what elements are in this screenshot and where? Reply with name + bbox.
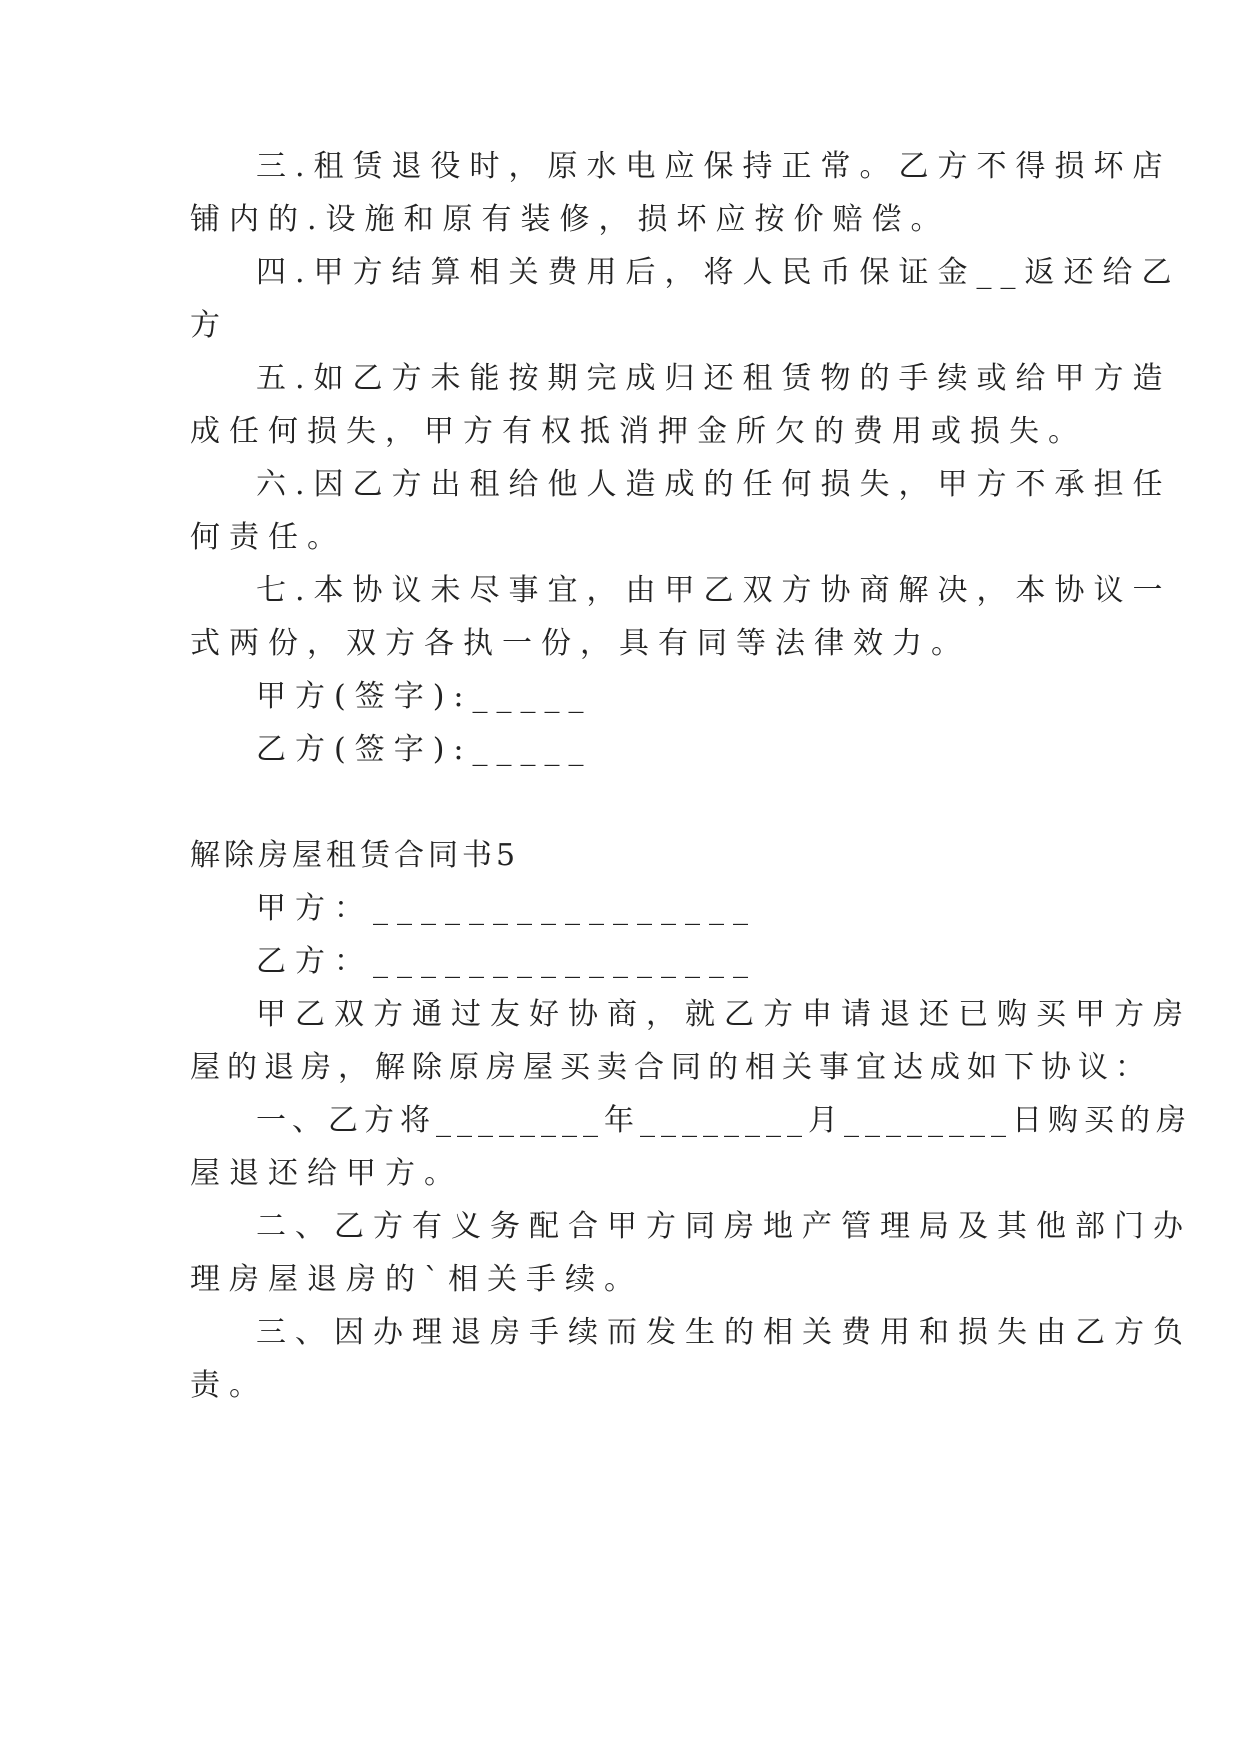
term-one-line-2: 屋退还给甲方。 — [190, 1156, 463, 1191]
term-three-line-2: 责。 — [190, 1368, 268, 1403]
party-a-signature: 甲方(签字):_____ — [256, 679, 593, 714]
preamble-line-1: 甲乙双方通过友好协商，就乙方申请退还已购买甲方房 — [256, 997, 1192, 1032]
section-title: 解除房屋租赁合同书5 — [190, 838, 520, 873]
term-two-line-1: 二、乙方有义务配合甲方同房地产管理局及其他部门办 — [256, 1209, 1192, 1244]
clause-three-line-1: 三.租赁退役时，原水电应保持正常。乙方不得损坏店 — [256, 149, 1172, 184]
clause-seven-line-2: 式两份，双方各执一份，具有同等法律效力。 — [190, 626, 970, 661]
term-three-line-1: 三、因办理退房手续而发生的相关费用和损失由乙方负 — [256, 1315, 1192, 1350]
clause-four-line-2: 方 — [190, 308, 229, 343]
party-b-line: 乙方：________________ — [256, 944, 757, 979]
clause-six-line-1: 六.因乙方出租给他人造成的任何损失，甲方不承担任 — [256, 467, 1172, 502]
clause-five-line-2: 成任何损失，甲方有权抵消押金所欠的费用或损失。 — [190, 414, 1087, 449]
clause-four-line-1: 四.甲方结算相关费用后，将人民币保证金__返还给乙 — [256, 255, 1181, 290]
preamble-line-2: 屋的退房，解除原房屋买卖合同的相关事宜达成如下协议： — [190, 1050, 1152, 1085]
clause-seven-line-1: 七.本协议未尽事宜，由甲乙双方协商解决，本协议一 — [256, 573, 1172, 608]
term-one-line-1: 一、乙方将________年________月________日购买的房 — [256, 1103, 1192, 1138]
clause-five-line-1: 五.如乙方未能按期完成归还租赁物的手续或给甲方造 — [256, 361, 1172, 396]
clause-three-line-2: 铺内的.设施和原有装修，损坏应按价赔偿。 — [190, 202, 950, 237]
term-two-line-2: 理房屋退房的`相关手续。 — [190, 1262, 643, 1297]
party-b-signature: 乙方(签字):_____ — [256, 732, 593, 767]
clause-six-line-2: 何责任。 — [190, 520, 346, 555]
party-a-line: 甲方：________________ — [256, 891, 757, 926]
